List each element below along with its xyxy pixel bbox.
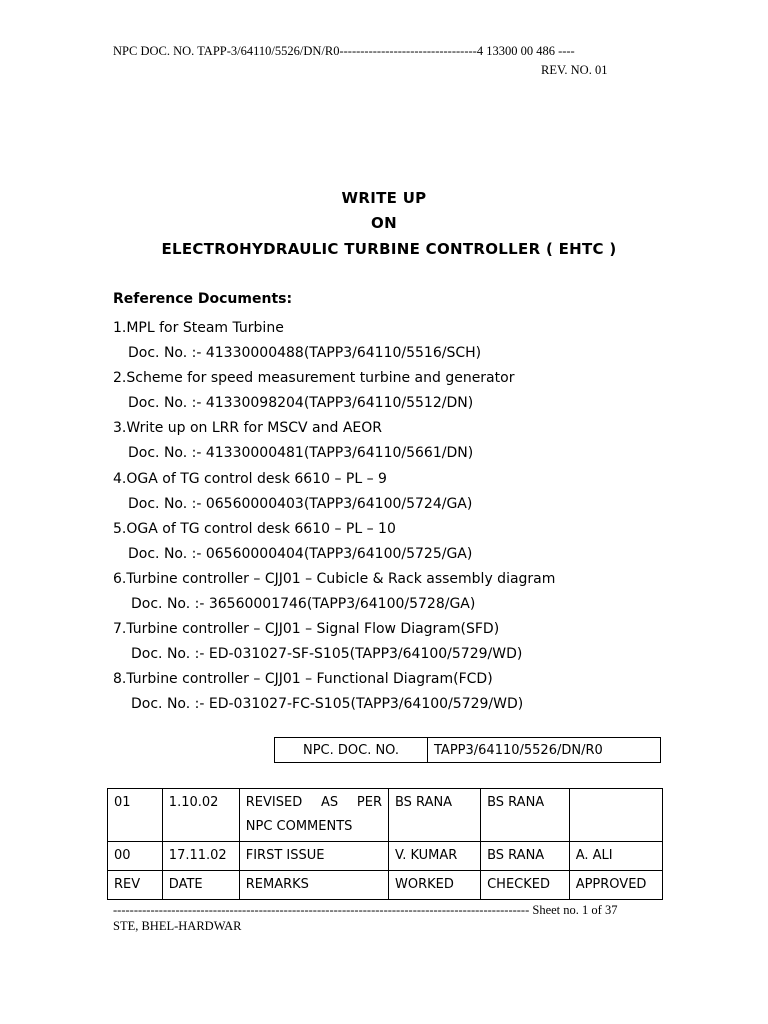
reference-item-title: 8.Turbine controller – CJJ01 – Functional Diagram(FCD) [113, 671, 493, 688]
rev-cell: 00 [108, 842, 163, 871]
rev-cell: 01 [108, 789, 163, 842]
revision-row [108, 842, 663, 871]
rev-header: REV [108, 871, 163, 900]
date-cell: 17.11.02 [162, 842, 239, 871]
worked-cell: BS RANA [388, 789, 480, 842]
title-line-3: ELECTROHYDRAULIC TURBINE CONTROLLER ( EHTC ) [161, 240, 617, 258]
reference-item-title: 1.MPL for Steam Turbine [113, 320, 284, 336]
checked-cell: BS RANA [481, 842, 570, 871]
reference-item-doc: Doc. No. :- ED-031027-SF-S105(TAPP3/64100/5729/WD) [131, 646, 523, 663]
footer-sheet-number: ---------------------------------------------------------------------------------------------------- Sheet no. 1 of 37 [113, 903, 618, 917]
reference-list [113, 316, 555, 718]
reference-item-doc: Doc. No. :- 06560000404(TAPP3/64100/5725/GA) [128, 545, 473, 562]
npc-doc-number-box [274, 737, 661, 763]
approved-cell [569, 789, 662, 842]
approved-header: APPROVED [569, 871, 662, 900]
reference-item-title: 4.OGA of TG control desk 6610 – PL – 9 [113, 470, 387, 487]
footer-organization: STE, BHEL-HARDWAR [113, 919, 242, 933]
revision-header-row [108, 871, 663, 900]
reference-item-title: 6.Turbine controller – CJJ01 – Cubicle & Rack assembly diagram [113, 570, 556, 587]
revision-table [107, 788, 663, 900]
reference-heading: Reference Documents: [113, 291, 293, 307]
reference-item-doc: Doc. No. :- 41330000481(TAPP3/64110/5661/DN) [128, 445, 474, 462]
reference-item-doc: Doc. No. :- 36560001746(TAPP3/64100/5728/GA) [131, 596, 476, 613]
reference-item-title: 5.OGA of TG control desk 6610 – PL – 10 [113, 520, 396, 537]
date-cell: 1.10.02 [162, 789, 239, 842]
reference-item-doc: Doc. No. :- 06560000403(TAPP3/64100/5724/GA) [128, 495, 473, 512]
remarks-cell: FIRST ISSUE [239, 842, 388, 871]
title-line-2: ON [371, 214, 397, 232]
checked-cell: BS RANA [481, 789, 570, 842]
reference-item-doc: Doc. No. :- ED-031027-FC-S105(TAPP3/64100/5729/WD) [131, 696, 524, 713]
reference-item-doc: Doc. No. :- 41330098204(TAPP3/64110/5512/DN) [128, 395, 474, 412]
title-line-1: WRITE UP [341, 189, 427, 207]
reference-item-doc: Doc. No. :- 41330000488(TAPP3/64110/5516/SCH) [128, 345, 482, 362]
reference-item-title: 2.Scheme for speed measurement turbine and generator [113, 370, 515, 387]
checked-header: CHECKED [481, 871, 570, 900]
revision-row [108, 789, 663, 842]
reference-item-title: 3.Write up on LRR for MSCV and AEOR [113, 420, 383, 437]
npc-doc-value: TAPP3/64110/5526/DN/R0 [428, 738, 661, 763]
reference-item-title: 7.Turbine controller – CJJ01 – Signal Flow Diagram(SFD) [113, 621, 500, 638]
date-header: DATE [162, 871, 239, 900]
worked-header: WORKED [388, 871, 480, 900]
worked-cell: V. KUMAR [388, 842, 480, 871]
npc-doc-label: NPC. DOC. NO. [275, 738, 428, 763]
header-doc-number: NPC DOC. NO. TAPP-3/64110/5526/DN/R0---------------------------------4 13300 00 486 ---- [113, 44, 575, 58]
remarks-header: REMARKS [239, 871, 388, 900]
approved-cell: A. ALI [569, 842, 662, 871]
remarks-cell: REVISED AS PER NPC COMMENTS [239, 789, 388, 842]
header-rev-number: REV. NO. 01 [541, 63, 608, 77]
